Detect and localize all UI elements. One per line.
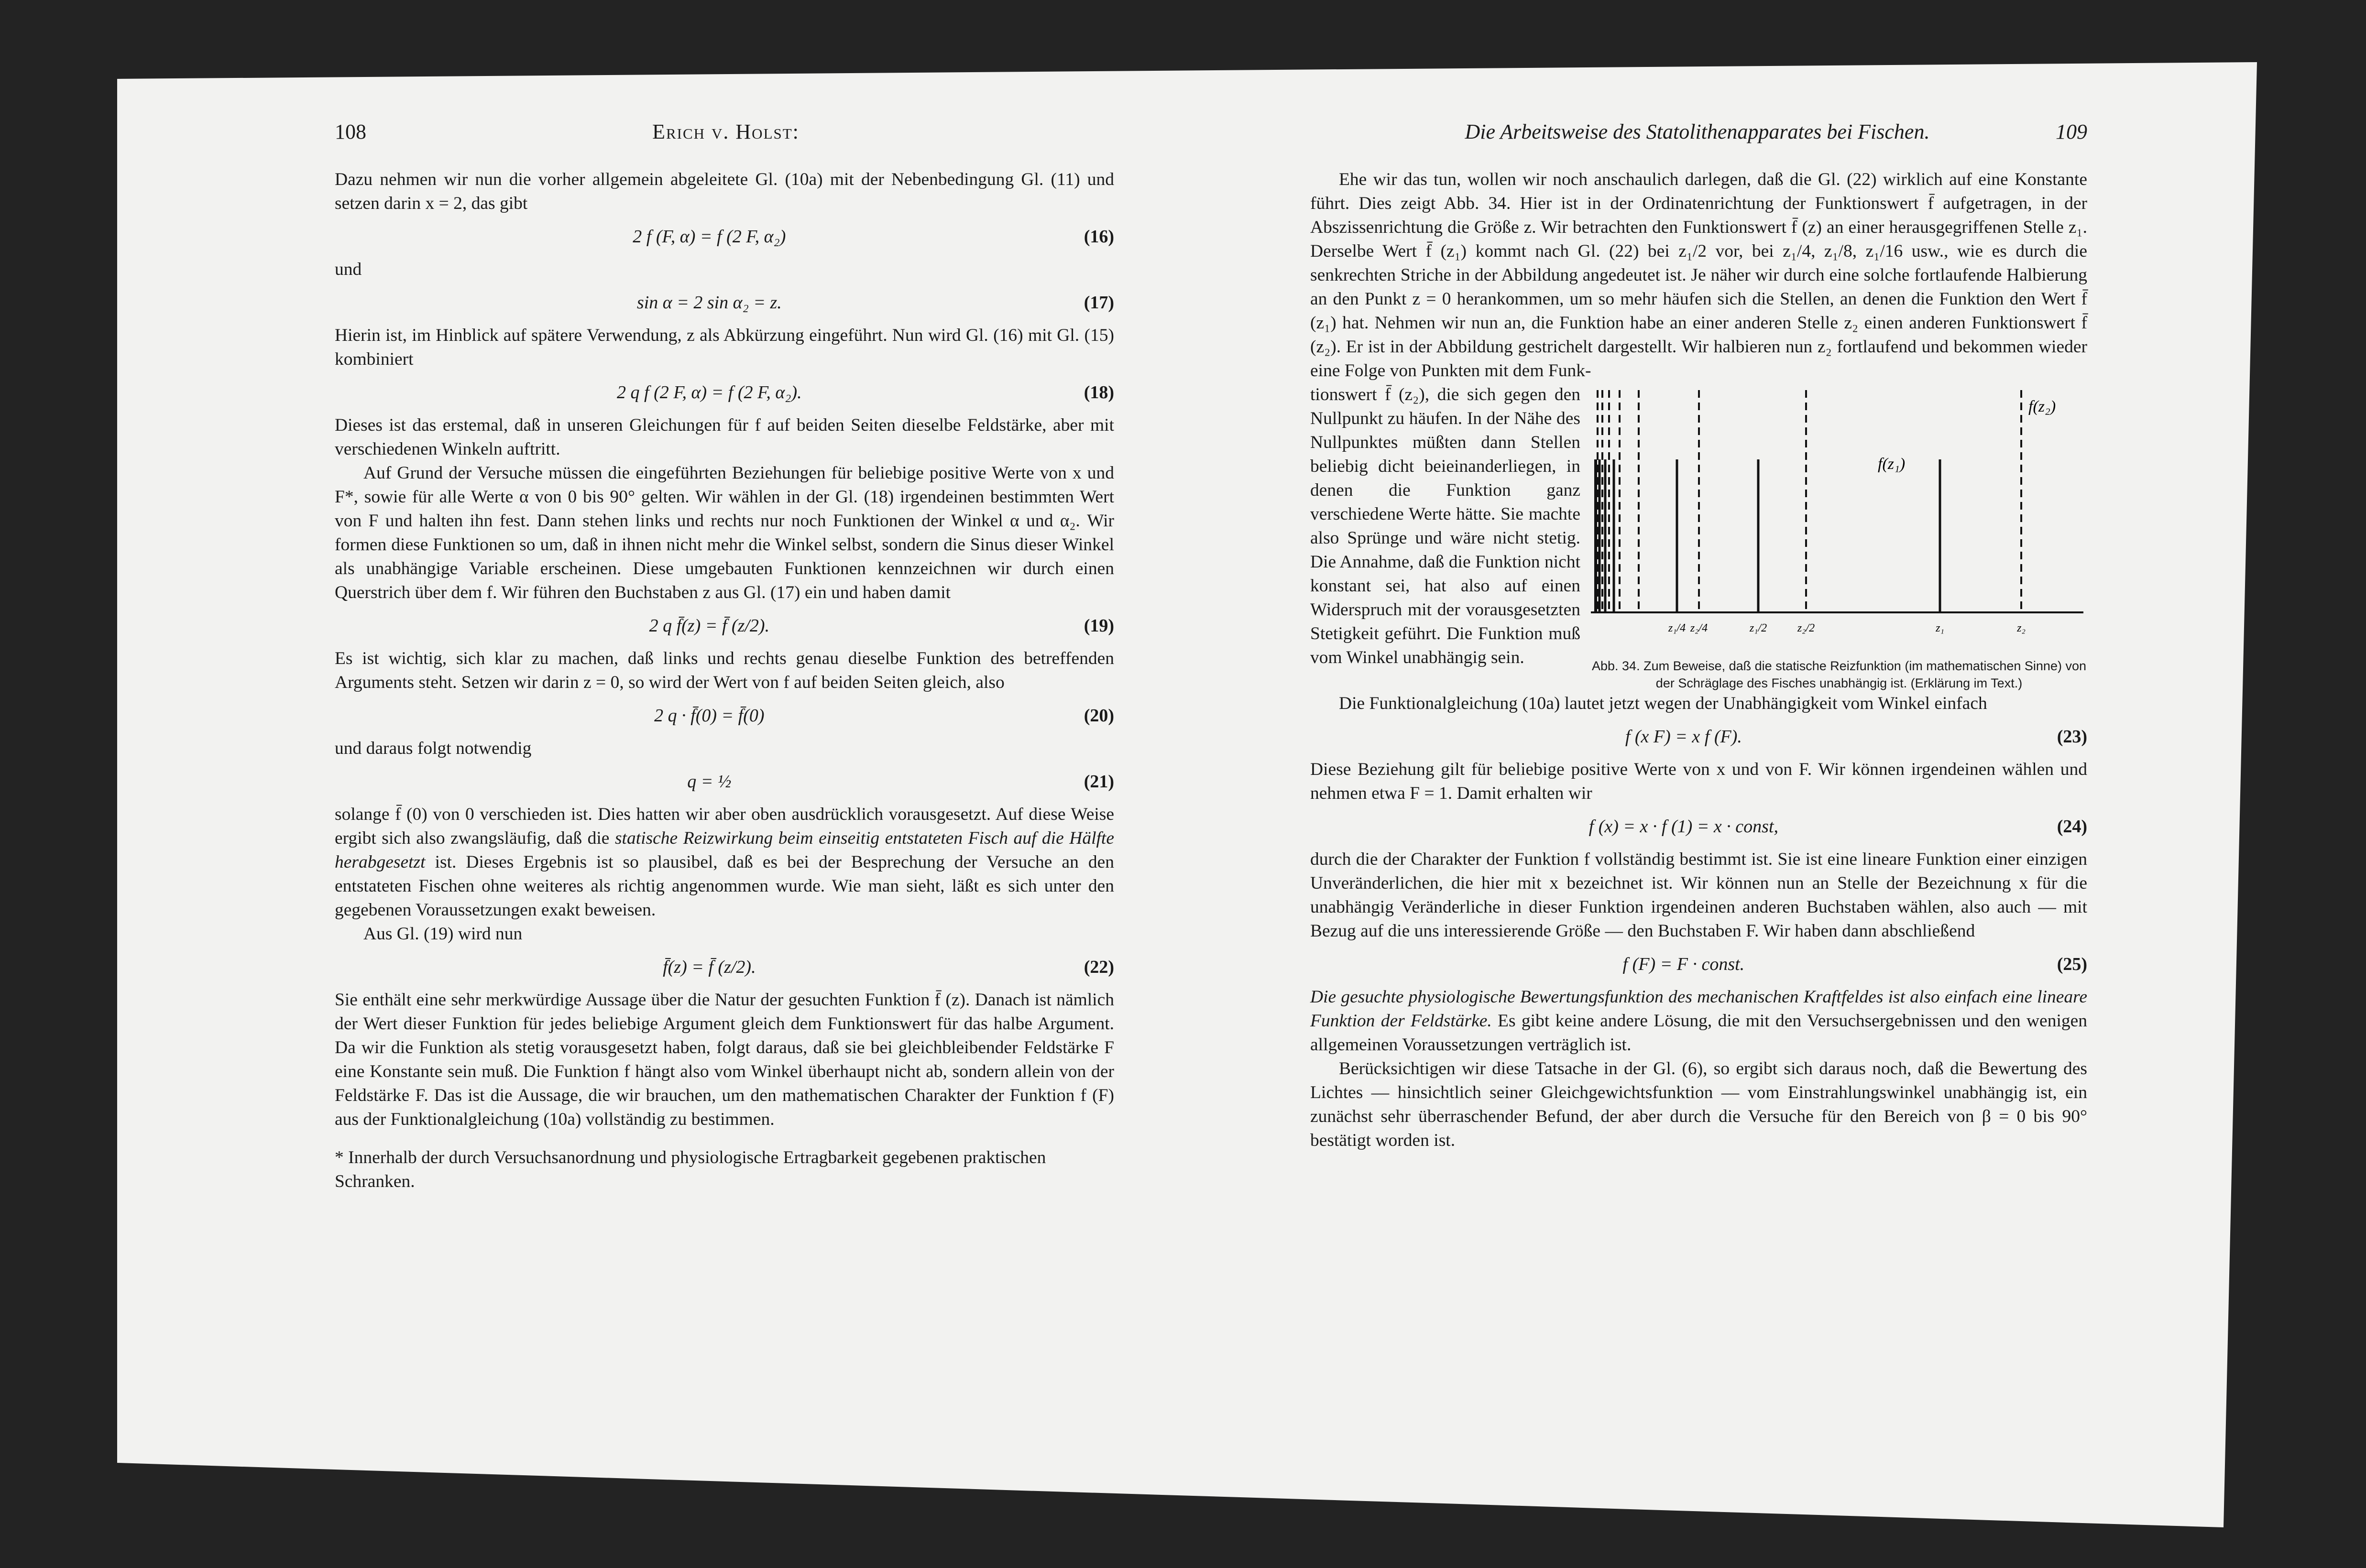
equation-22 [335, 957, 1114, 978]
right-running-head: Die Arbeitsweise des Statolithenapparates bei Fischen. [1465, 120, 1930, 143]
equation-18-expr: 2 q f (2 F, α) = f (2 F, α₂). [617, 382, 802, 403]
left-paragraph-9: Sie enthält eine sehr merkwürdige Aussage über die Natur der gesuchten Funktion f̄ (z). Danach ist nämlich der Wert dieser Funktion für jedes beliebige Argument gleich dem Funktionswert für das halbe Argument. Da wir die Funktion als stetig vorausgesetzt haben, folgt daraus, daß sie bei gleichbleibender Feldstärke F eine Konstante sein muß. Die Funktion f hängt also vom Winkel überhaupt nicht ab, sondern allein von der Feldstärke F. Das ist die Aussage, die wir brauchen, um den mathematischen Charakter der Funktion f (F) aus der Funktionalgleichung (10a) vollständig zu bestimmen. [335, 990, 1114, 1129]
equation-20-expr: 2 q · f̄(0) = f̄(0) [654, 706, 765, 726]
left-page-number: 108 [335, 120, 366, 143]
right-paragraph-6b: Es gibt keine andere Lösung, die mit den Versuchsergebnissen und den wenigen allgemeinen Voraussetzungen verträglich ist. [1310, 1011, 2088, 1055]
equation-22-number: (22) [1084, 957, 1114, 977]
equation-25 [1310, 954, 2087, 975]
equation-16 [335, 226, 1114, 247]
equation-16-number: (16) [1084, 227, 1114, 247]
equation-25-number: (25) [2057, 954, 2087, 974]
left-paragraph-7 [335, 803, 1114, 922]
equation-19-expr: 2 q f̄(z) = f̄ (z/2). [649, 616, 770, 636]
tick-label-z2-2: z₂/2 [1797, 622, 1815, 634]
equation-19-number: (19) [1084, 616, 1114, 636]
equation-23-number: (23) [2057, 727, 2087, 747]
left-paragraph-7-emphasis: statische Reizwirkung beim einseitig entstateten Fisch auf die Hälfte herabgesetzt [335, 828, 1114, 872]
right-paragraph-1: Ehe wir das tun, wollen wir noch anschaulich darlegen, daß die Gl. (22) wirklich auf eine Konstante führt. Dies zeigt Abb. 34. Hier ist in der Ordinatenrichtung der Funktionswert f̄ aufgetragen, in der Abszissenrichtung die Größe z. Wir betrachten den Funktionswert f̄ (z) an einer herausgegriffenen Stelle z₁. Derselbe Wert f̄ (z₁) kommt nach Gl. (22) bei z₁/2 vor, bei z₁/4, z₁/8, z₁/16 usw., wie es durch die senkrechten Striche in der Abbildung angedeutet ist. Je näher wir durch eine solche fortlaufende Halbierung an den Punkt z = 0 herankommen, um so mehr häufen sich die Stellen, an denen die Funktion den Wert f̄ (z₁) hat. Nehmen wir nun an, die Funktion habe an einer anderen Stelle z₂ einen anderen Funktionswert f̄ (z₂). Er ist in der Abbildung gestrichelt dargestellt. Wir halbieren nun z₂ fortlaufend und bekommen wieder eine Folge von Punkten mit dem Funk- [1310, 170, 2087, 381]
figure-34 [1591, 383, 2087, 692]
left-paragraph-2: Hierin ist, im Hinblick auf spätere Verwendung, z als Abkürzung eingeführt. Nun wird Gl. (16) mit Gl. (15) kombiniert [335, 326, 1114, 369]
right-paragraph-6 [1310, 985, 2087, 1057]
left-paragraph-1: Dazu nehmen wir nun die vorher allgemein abgeleitete Gl. (10a) mit der Nebenbedingung Gl. (11) und setzen darin x = 2, das gibt [335, 170, 1114, 213]
right-paragraph-6-emphasis: Die gesuchte physiologische Bewertungsfunktion des mechanischen Kraftfeldes ist also einfach eine lineare Funktion der Feldstärke. [1310, 987, 2087, 1031]
right-page [1310, 120, 2087, 1153]
tick-label-z2: z₂ [2017, 622, 2026, 634]
right-paragraph-5: durch die der Charakter der Funktion f vollständig bestimmt ist. Sie ist eine lineare Funktion einer einzigen Unveränderlichen, die hier mit x bezeichnet ist. Wir können nun an Stelle der Bezeichnung x für die unabhängig Veränderliche in dieser Funktion irgendeinen anderen Buchstaben wählen, also auch — mit Bezug auf die uns interessierende Größe — den Buchstaben F. Wir haben dann abschließend [1310, 849, 2087, 941]
figure-34-diagram [1591, 383, 2086, 651]
left-footnote: * Innerhalb der durch Versuchsanordnung und physiologische Ertragbarkeit gegebenen praktischen Schranken. [335, 1148, 1046, 1191]
left-und: und [335, 260, 362, 279]
equation-17-expr: sin α = 2 sin α₂ = z. [636, 293, 782, 313]
equation-16-expr: 2 f (F, α) = f (2 F, α₂) [633, 227, 786, 247]
equation-23-expr: f (x F) = x f (F). [1625, 727, 1742, 747]
right-header [1310, 120, 2087, 144]
equation-20-number: (20) [1084, 706, 1114, 726]
figure-label-f-z2: f(z₂) [2028, 398, 2056, 415]
equation-17 [335, 292, 1114, 313]
right-paragraph-7: Berücksichtigen wir diese Tatsache in der Gl. (6), so ergibt sich daraus noch, daß die Bewertung des Lichtes — hinsichtlich seiner Gleichgewichtsfunktion — vom Einstrahlungswinkel unabhängig ist, ein zunächst sehr überraschender Befund, der aber durch die Versuche für den Bereich von β = 0 bis 90° bestätigt worden ist. [1310, 1059, 2087, 1150]
equation-21-number: (21) [1084, 772, 1114, 792]
figure-solid-lines [1596, 459, 1940, 612]
equation-18-number: (18) [1084, 382, 1114, 403]
figure-wrap [1310, 383, 2087, 692]
equation-20 [335, 705, 1114, 726]
equation-21-expr: q = ½ [687, 772, 732, 792]
equation-24-expr: f (x) = x · f (1) = x · const, [1588, 817, 1778, 837]
tick-label-z1: z₁ [1936, 622, 1944, 634]
left-paragraph-8: Aus Gl. (19) wird nun [363, 924, 523, 944]
figure-tick-labels [1668, 622, 2026, 634]
right-paragraph-2: tionswert f̄ (z₂), die sich gegen den Nullpunkt zu häufen. In der Nähe des Nullpunktes müßten dann Stellen beliebig dicht beieinanderliegen, in denen die Funktion ganz verschiedene Werte hätte. Sie machte also Sprünge und wäre nicht stetig. Die Annahme, daß die Funktion nicht konstant sei, hat also auf einen Widerspruch mit der vorausgesetzten Stetigkeit geführt. Die Funktion muß vom Winkel unabhängig sein. [1310, 385, 1580, 667]
figure-dashed-lines [1598, 390, 2021, 612]
left-paragraph-4: Auf Grund der Versuche müssen die eingeführten Beziehungen für beliebige positive Werte von x und F*, sowie für alle Werte α von 0 bis 90° gelten. Wir wählen in der Gl. (18) irgendeinen bestimmten Wert von F und halten ihn fest. Dann stehen links und rechts nur noch Funktionen der Winkel α und α₂. Wir formen diese Funktionen so um, daß in ihnen nicht mehr die Winkel selbst, sondern die Sinus dieser Winkel als unabhängige Variable erscheinen. Diese umgebauten Funktionen kennzeichnen wir durch einen Querstrich über dem f. Wir führen den Buchstaben z aus Gl. (17) ein und haben damit [335, 463, 1114, 602]
left-header [335, 120, 1114, 144]
equation-21 [335, 771, 1114, 792]
figure-label-f-z1: f(z₁) [1878, 455, 1906, 473]
equation-25-expr: f (F) = F · const. [1622, 954, 1745, 974]
left-running-head: Erich v. Holst: [652, 120, 800, 143]
equation-19 [335, 615, 1114, 636]
left-paragraph-7a: solange f̄ (0) von 0 verschieden ist. Dies hatten wir aber oben ausdrücklich vorausgesetzt. Auf diese Weise ergibt sich also zwangsläufig, daß die [335, 805, 1114, 848]
left-paragraph-7b: ist. Dieses Ergebnis ist so plausibel, daß es bei der Besprechung der Versuche an den entstateten Fischen ohne weiteres als richtig angenommen wurde. Wie man sieht, läßt es sich unter den gegebenen Voraussetzungen exakt beweisen. [335, 852, 1114, 920]
equation-24-number: (24) [2057, 817, 2087, 837]
equation-22-expr: f̄(z) = f̄ (z/2). [663, 957, 756, 977]
equation-17-number: (17) [1084, 293, 1114, 313]
right-paragraph-3: Die Funktionalgleichung (10a) lautet jetzt wegen der Unabhängigkeit vom Winkel einfach [1339, 694, 1987, 713]
left-paragraph-6: und daraus folgt notwendig [335, 739, 532, 758]
left-paragraph-5: Es ist wichtig, sich klar zu machen, daß links und rechts genau dieselbe Funktion des betreffenden Arguments steht. Setzen wir darin z = 0, so wird der Wert von f auf beiden Seiten gleich, also [335, 649, 1114, 692]
right-paragraph-4: Diese Beziehung gilt für beliebige positive Werte von x und von F. Wir können irgendeinen wählen und nehmen etwa F = 1. Damit erhalten wir [1310, 760, 2087, 803]
tick-label-z1-2: z₁/2 [1749, 622, 1767, 634]
equation-24 [1310, 816, 2087, 837]
tick-label-z1-4: z₁/4 [1668, 622, 1686, 634]
figure-34-caption: Abb. 34. Zum Beweise, daß die statische Reizfunktion (im mathematischen Sinne) von der Schräglage des Fisches unabhängig ist. (Erklärung im Text.) [1592, 659, 2086, 690]
equation-18 [335, 382, 1114, 403]
left-paragraph-3: Dieses ist das erstemal, daß in unseren Gleichungen für f auf beiden Seiten dieselbe Feldstärke, aber mit verschiedenen Winkeln auftritt. [335, 415, 1114, 459]
equation-23 [1310, 726, 2087, 747]
right-page-number: 109 [2056, 120, 2087, 143]
tick-label-z2-4: z₂/4 [1690, 622, 1708, 634]
left-page [335, 120, 1114, 1194]
